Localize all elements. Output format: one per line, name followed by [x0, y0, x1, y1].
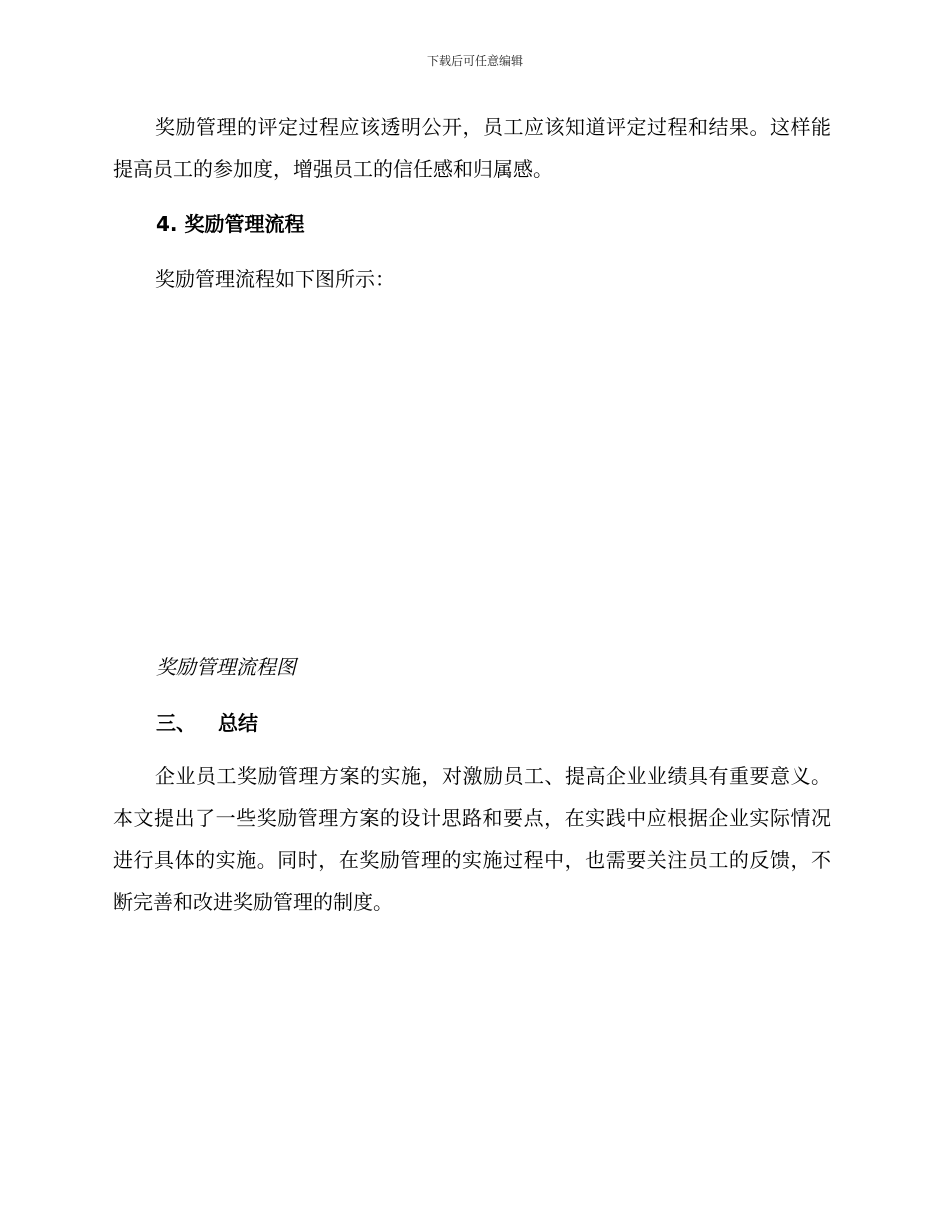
- section-title: 总结: [218, 711, 258, 735]
- paragraph-flow-intro: 奖励管理流程如下图所示：: [155, 267, 395, 291]
- section-heading-flow: 4. 奖励管理流程: [156, 212, 305, 236]
- page-header: 下载后可任意编辑: [426, 54, 523, 68]
- section-number: 三、: [156, 711, 196, 735]
- figure-caption: 奖励管理流程图: [156, 655, 296, 679]
- section-heading-summary: [156, 708, 258, 738]
- paragraph-transparency: 奖励管理的评定过程应该透明公开，员工应该知道评定过程和结果。这样能提高员工的参加度，增强员工的信任感和归属感。: [113, 115, 831, 181]
- paragraph-summary: 企业员工奖励管理方案的实施，对激励员工、提高企业业绩具有重要意义。本文提出了一些奖励管理方案的设计思路和要点，在实践中应根据企业实际情况进行具体的实施。同时，在奖励管理的实施过程中，也需要关注员工的反馈，不断完善和改进奖励管理的制度。: [113, 764, 831, 914]
- flowchart-figure: [113, 310, 831, 640]
